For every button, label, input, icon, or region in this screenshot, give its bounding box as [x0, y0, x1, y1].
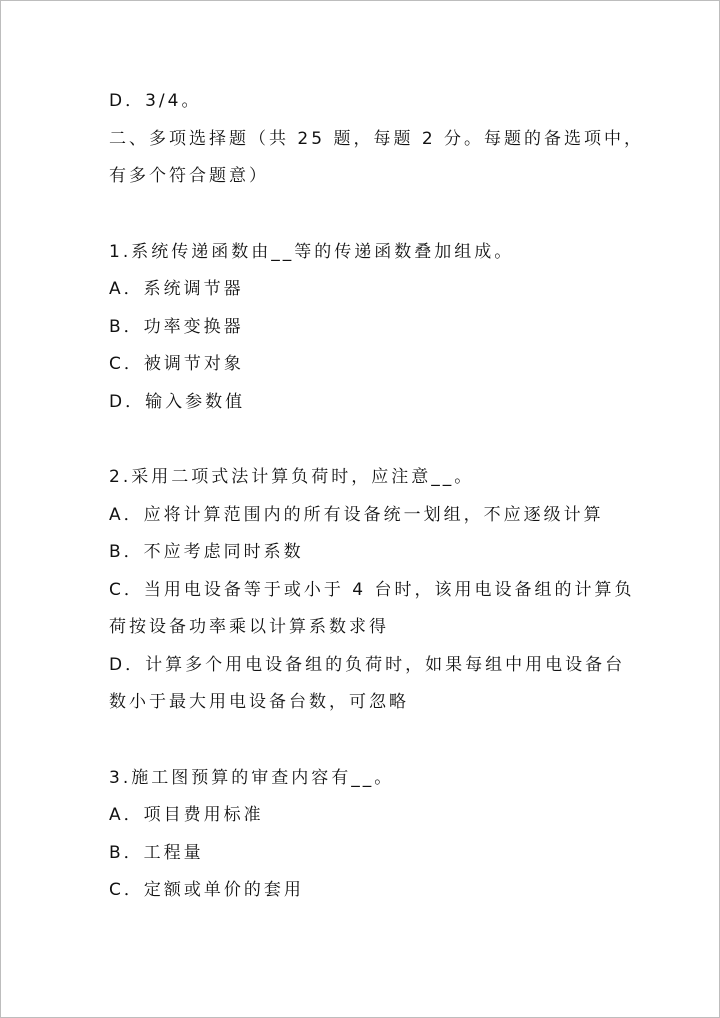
option-b: B．不应考虑同时系数	[109, 542, 304, 562]
question-stem: 3.施工图预算的审查内容有__。	[109, 767, 395, 788]
question-3	[109, 764, 669, 914]
document-content	[109, 87, 669, 914]
option-b: B．功率变换器	[109, 316, 244, 337]
previous-option-d: D．3/4。	[109, 91, 202, 111]
option-c: C．被调节对象	[109, 354, 244, 374]
question-stem: 1.系统传递函数由__等的传递函数叠加组成。	[109, 241, 515, 262]
option-a: A．项目费用标准	[109, 805, 264, 825]
option-c-line-2: 荷按设备功率乘以计算系数求得	[109, 617, 389, 637]
section-heading-line-2: 有多个符合题意）	[109, 166, 269, 186]
option-b: B．工程量	[109, 842, 204, 863]
option-a: A．应将计算范围内的所有设备统一划组，不应逐级计算	[109, 504, 604, 525]
option-d: D．输入参数值	[109, 391, 246, 412]
option-a: A．系统调节器	[109, 279, 244, 299]
option-c: C．定额或单价的套用	[109, 880, 304, 900]
question-2	[109, 463, 669, 726]
option-d-line-1: D．计算多个用电设备组的负荷时，如果每组中用电设备台	[109, 654, 626, 675]
question-1	[109, 238, 669, 426]
section-heading-line-1: 二、多项选择题（共 25 题，每题 2 分。每题的备选项中，	[109, 128, 645, 149]
question-stem: 2.采用二项式法计算负荷时，应注意__。	[109, 467, 475, 487]
option-d-line-2: 数小于最大用电设备台数，可忽略	[109, 692, 409, 712]
option-c-line-1: C．当用电设备等于或小于 4 台时，该用电设备组的计算负	[109, 579, 635, 600]
